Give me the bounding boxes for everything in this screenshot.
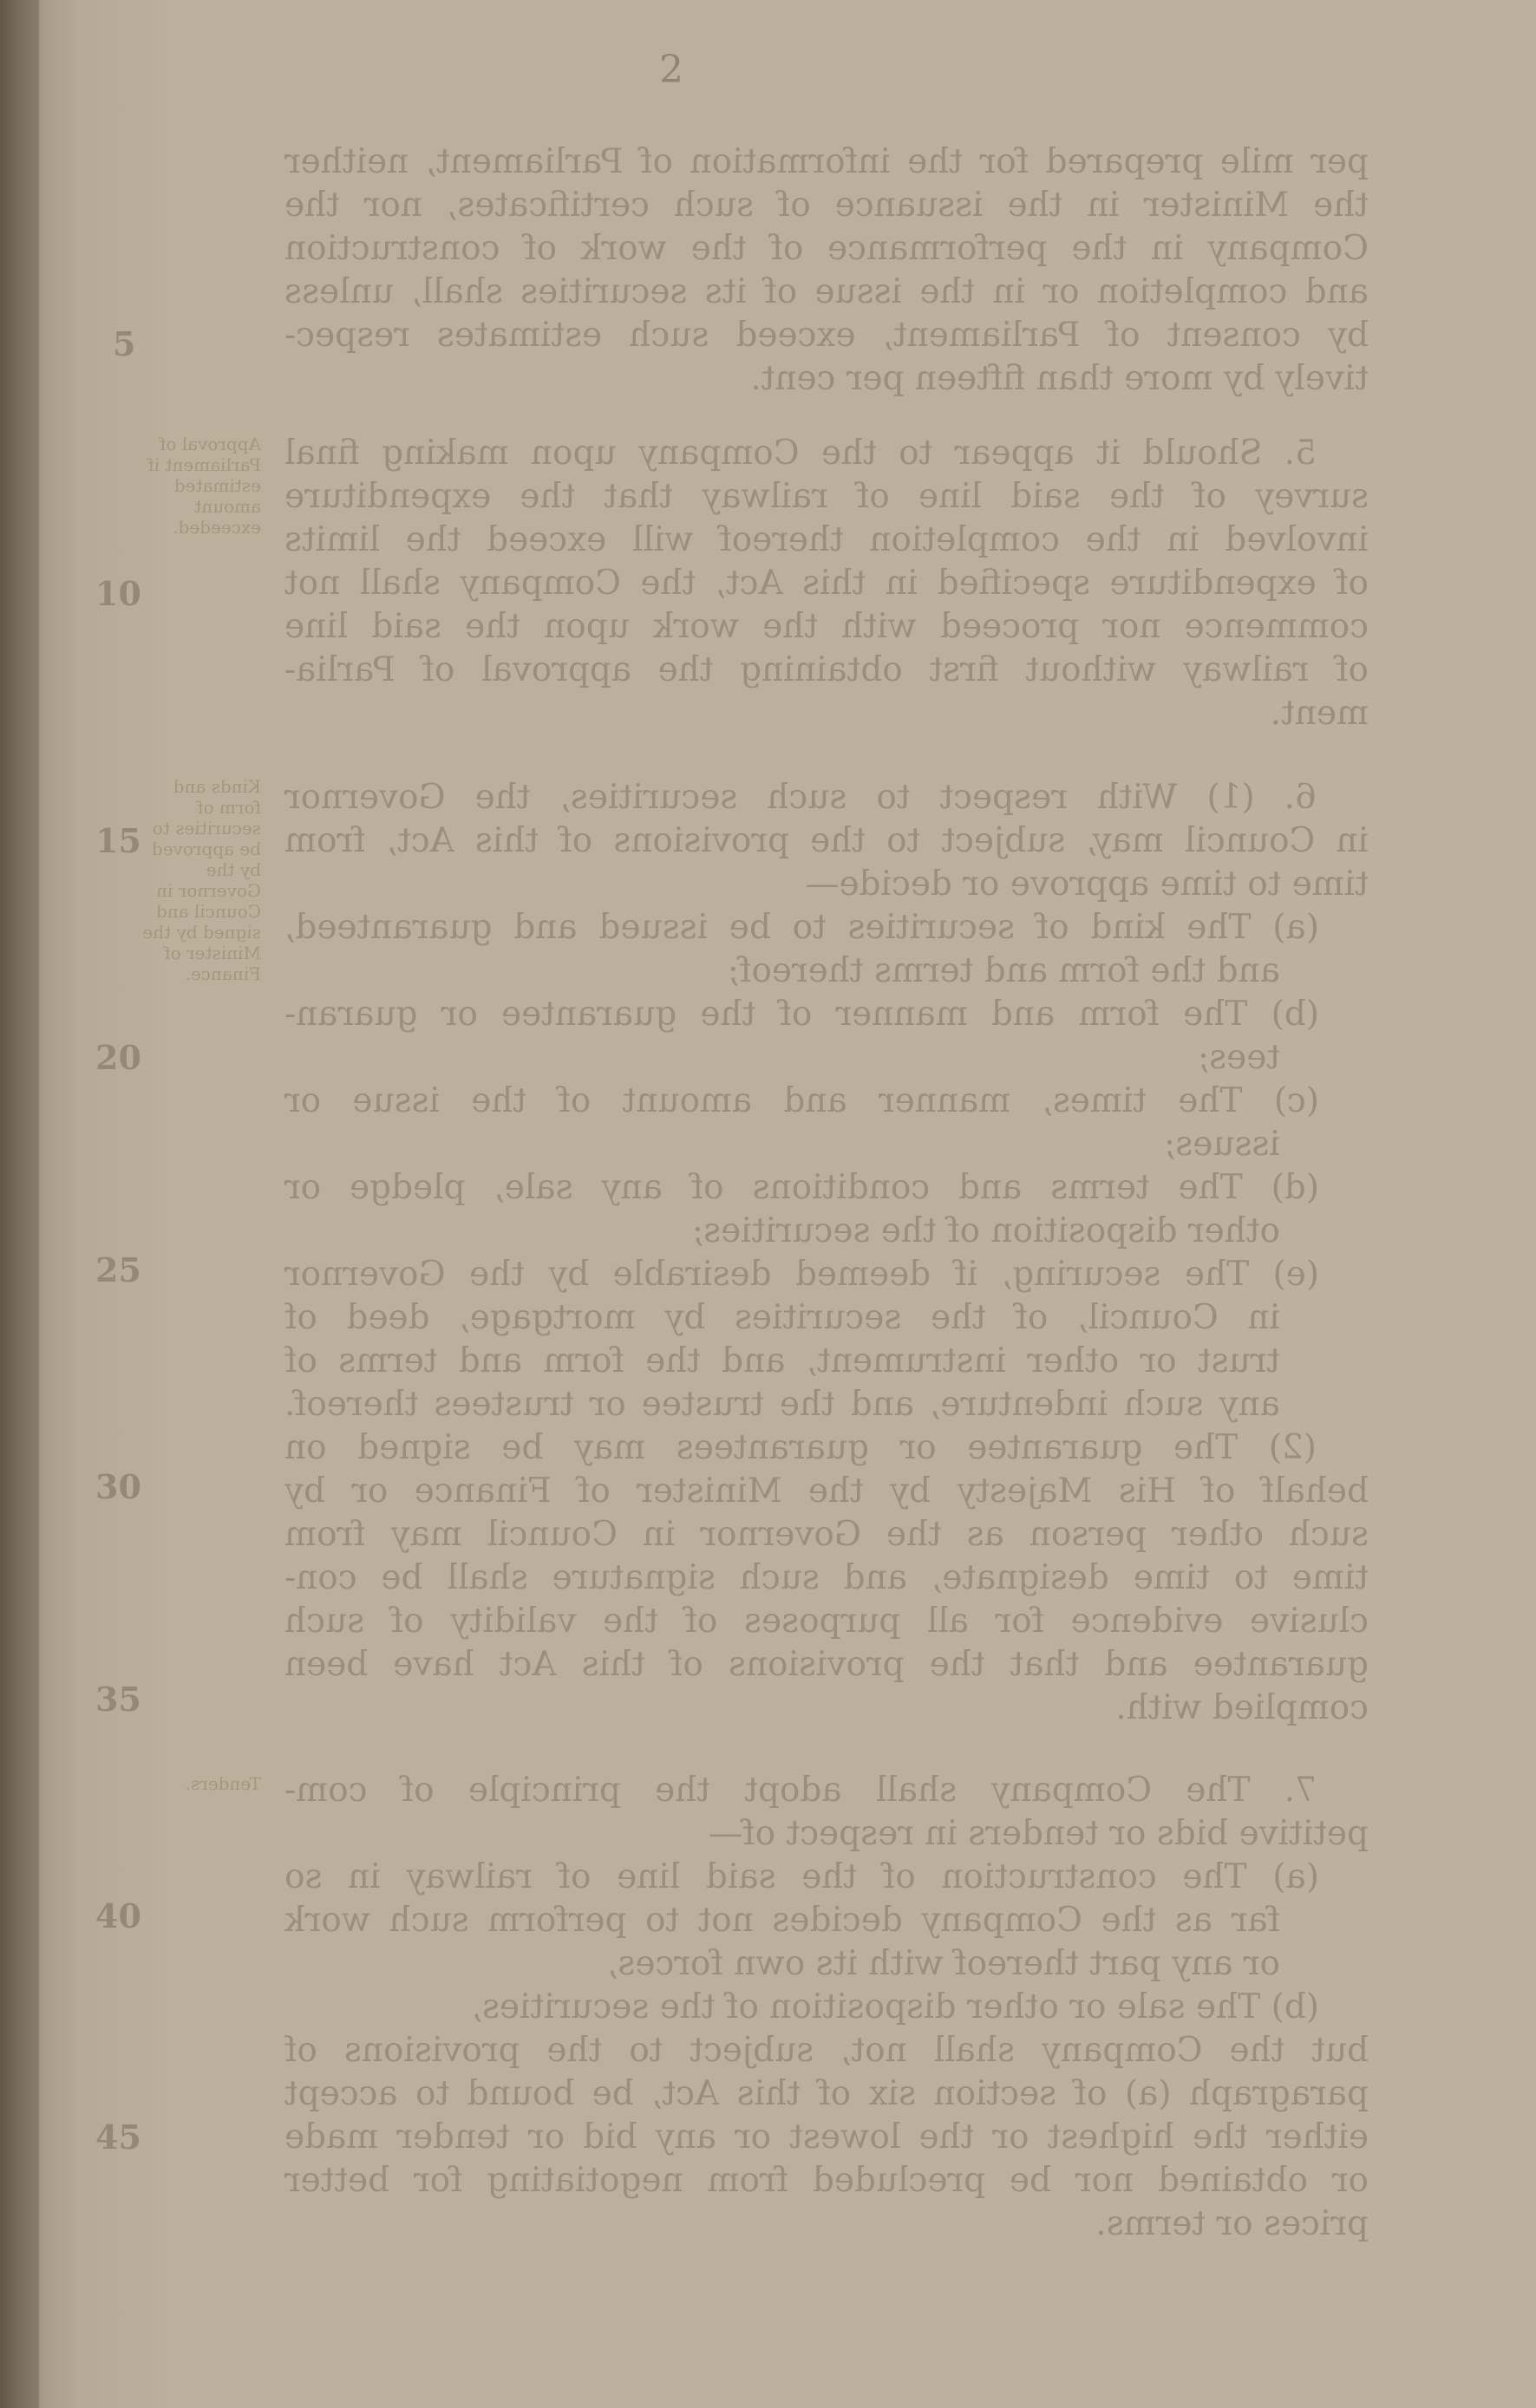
text-line: issues; (1164, 1125, 1280, 1164)
line-number-30: 30 (95, 1467, 141, 1506)
text-line: such other person as the Governor in Council may from (284, 1515, 1369, 1554)
line-number-25: 25 (95, 1250, 141, 1289)
text-line: or any part thereof with its own forces, (606, 1944, 1280, 1983)
text-line: guarantee and that the provisions of this Act have been (284, 1645, 1369, 1684)
text-line: by consent of Parliament, exceed such estimates respec- (284, 316, 1369, 355)
margin-note-approval: Approval of Parliament if estimated amount exceeded. (147, 434, 261, 538)
text-line: in Council may, subject to the provisions of this Act, from (284, 821, 1369, 860)
text-line: or obtained nor be precluded from negotiating for better (284, 2161, 1369, 2200)
section-6-start: 6. (1) With respect to such securities, the Governor (284, 778, 1317, 817)
text-line: (a) The construction of the said line of railway in so (284, 1857, 1319, 1896)
text-line: trust or other instrument, and the form and terms of (284, 1341, 1280, 1380)
line-number-15: 15 (95, 821, 141, 860)
text-line: other disposition of the securities; (691, 1211, 1280, 1250)
text-line: tees; (1198, 1038, 1280, 1077)
text-line: but the Company shall not, subject to the provisions of (284, 2031, 1369, 2070)
text-line: time to time approve or decide— (805, 865, 1369, 904)
text-line: (e) The securing, if deemed desirable by the Governor (284, 1255, 1319, 1294)
text-line: tively by more than fifteen per cent. (750, 359, 1369, 398)
text-line: the Minister in the issuance of such certificates, nor the (284, 186, 1369, 225)
text-line: in Council, of the securities by mortgage, deed of (284, 1298, 1280, 1337)
section-5-start: 5. Should it appear to the Company upon making final (284, 434, 1317, 473)
margin-note-tenders: Tenders. (185, 1773, 261, 1794)
text-line: paragraph (a) of section six of this Act, be bound to accept (284, 2074, 1369, 2113)
text-line: (b) The form and manner of the guarantee or guaran- (284, 995, 1319, 1034)
text-line: clusive evidence for all purposes of the validity of such (284, 1602, 1369, 1641)
section-7-start: 7. The Company shall adopt the principle of com- (284, 1771, 1317, 1810)
text-line: (c) The times, manner and amount of the issue or (284, 1081, 1319, 1120)
text-line: time to time designate, and such signature shall be con- (284, 1558, 1369, 1597)
margin-note-securities: Kinds and form of securities to be approved by the Governor in Council and signed by the Minister of Finance. (142, 776, 261, 984)
text-line: prices or terms. (1095, 2204, 1369, 2243)
text-line: and completion or in the issue of its securities shall, unless (284, 272, 1369, 311)
text-line: petitive bids or tenders in respect of— (709, 1814, 1369, 1853)
text-line: behalf of His Majesty by the Minister of Finance or by (284, 1472, 1369, 1511)
text-line: of railway without first obtaining the approval of Parlia- (284, 650, 1369, 689)
line-number-5: 5 (113, 324, 136, 363)
text-line: Company in the performance of the work of construction (284, 229, 1369, 268)
line-number-40: 40 (95, 1896, 141, 1935)
text-line: any such indenture, and the trustee or trustees thereof. (284, 1385, 1280, 1424)
text-line: ment. (1270, 694, 1369, 733)
text-line: survey of the said line of railway that the expenditure (284, 477, 1369, 516)
text-line: complied with. (1115, 1688, 1369, 1727)
line-number-35: 35 (95, 1680, 141, 1719)
text-line: (2) The guarantee or guarantees may be signed on (284, 1428, 1317, 1467)
line-number-45: 45 (95, 2118, 141, 2157)
text-line: per mile prepared for the information of Parliament, neither (284, 142, 1369, 181)
text-line: of expenditure specified in this Act, the Company shall not (284, 564, 1369, 603)
text-line: involved in the completion thereof will exceed the limits (284, 520, 1369, 559)
text-line: far as the Company decides not to perform such work (284, 1901, 1280, 1940)
page-number: 2 (659, 48, 683, 92)
text-line: (a) The kind of securities to be issued and guaranteed, (284, 908, 1319, 947)
text-line: (b) The sale or other disposition of the securities, (471, 1987, 1319, 2026)
line-number-20: 20 (95, 1038, 141, 1077)
text-line: and the form and terms thereof; (727, 951, 1280, 990)
text-line: (d) The terms and conditions of any sale, pledge or (284, 1168, 1319, 1207)
text-line: either the highest or the lowest or any bid or tender made (284, 2118, 1369, 2157)
line-number-10: 10 (95, 574, 141, 613)
text-line: commence nor proceed with the work upon the said line (284, 607, 1369, 646)
